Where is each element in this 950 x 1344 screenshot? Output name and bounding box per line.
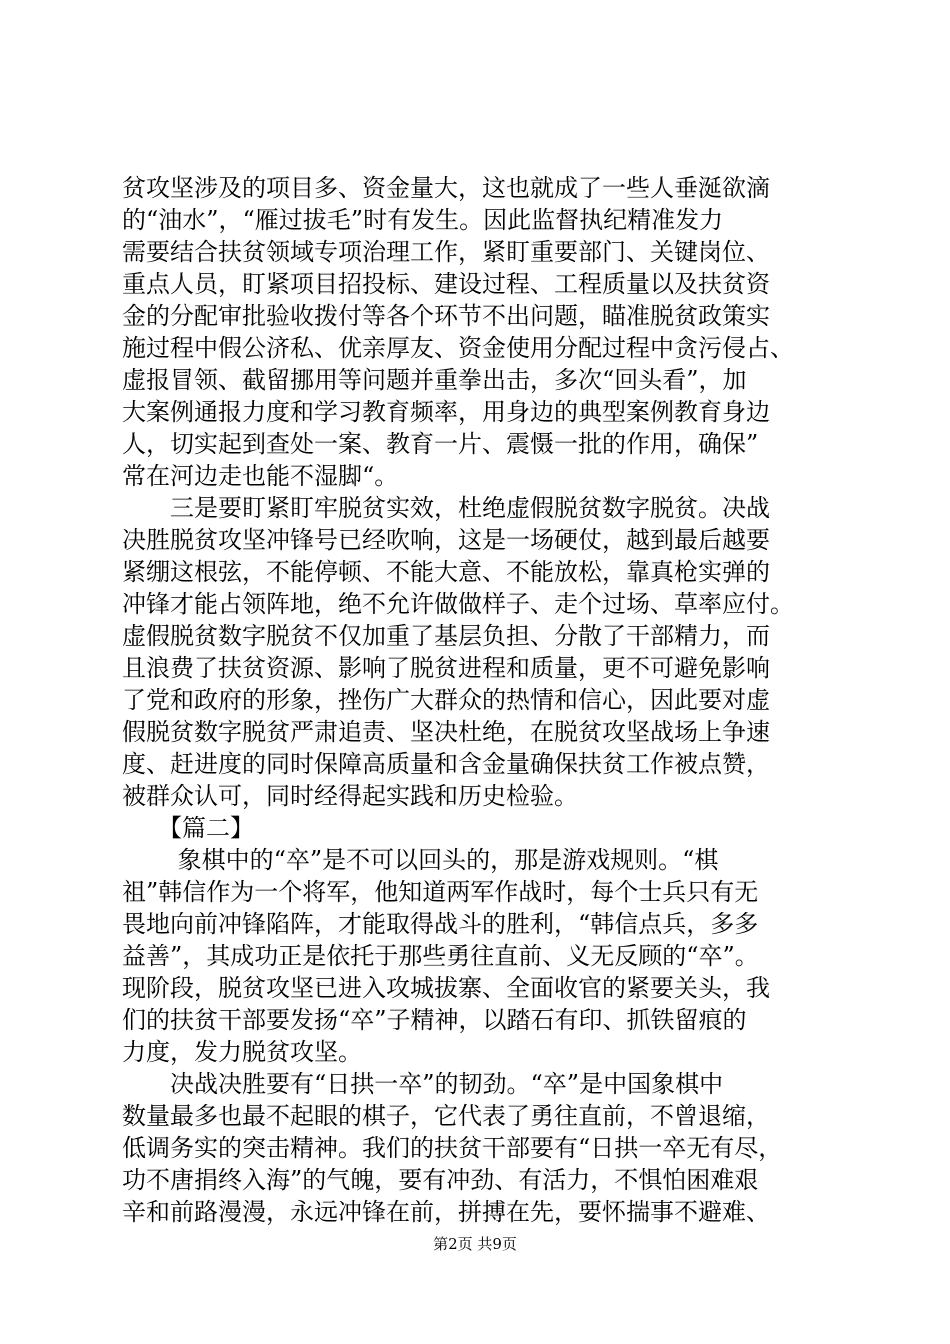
text-line: 常在河边走也能不湿脚“。 <box>122 462 399 490</box>
text-line: 们的扶贫干部要发扬“卒”子精神，以踏石有印、抓铁留痕的 <box>122 1006 747 1034</box>
text-line: 度、赶进度的同时保障高质量和含金量确保扶贫工作被点赞， <box>122 750 770 778</box>
text-line: 数量最多也最不起眼的棋子，它代表了勇往直前，不曾退缩， <box>122 1102 770 1130</box>
text-line: 畏地向前冲锋陷阵，才能取得战斗的胜利，“韩信点兵，多多 <box>122 910 759 938</box>
text-line: 【篇二】 <box>122 814 254 842</box>
text-line: 祖”韩信作为一个将军，他知道两军作战时，每个士兵只有无 <box>122 878 759 906</box>
text-line: 大案例通报力度和学习教育频率，用身边的典型案例教育身边 <box>122 398 770 426</box>
text-line: 了党和政府的形象，挫伤广大群众的热情和信心，因此要对虚 <box>122 686 770 714</box>
text-line: 象棋中的“卒”是不可以回头的，那是游戏规则。“棋 <box>122 846 719 874</box>
text-line: 假脱贫数字脱贫严肃追责、坚决杜绝，在脱贫攻坚战场上争速 <box>122 718 770 746</box>
text-line: 被群众认可，同时经得起实践和历史检验。 <box>122 782 578 810</box>
text-line: 人，切实起到查处一案、教育一片、震慑一批的作用，确保” <box>122 430 759 458</box>
text-line: 施过程中假公济私、优亲厚友、资金使用分配过程中贪污侵占、 <box>122 334 794 362</box>
text-line: 决战决胜要有“日拱一卒”的韧劲。“卒”是中国象棋中 <box>122 1070 724 1098</box>
text-line: 决胜脱贫攻坚冲锋号已经吹响，这是一场硬仗，越到最后越要 <box>122 526 770 554</box>
text-line: 冲锋才能占领阵地，绝不允许做做样子、走个过场、草率应付。 <box>122 590 794 618</box>
text-line: 虚假脱贫数字脱贫不仅加重了基层负担、分散了干部精力，而 <box>122 622 770 650</box>
text-line: 益善”，其成功正是依托于那些勇往直前、义无反顾的“卒”。 <box>122 942 759 970</box>
page-footer: 第2页 共9页 <box>433 1235 517 1253</box>
text-line: 贫攻坚涉及的项目多、资金量大，这也就成了一些人垂涎欲滴 <box>122 174 770 202</box>
text-line: 紧绷这根弦，不能停顿、不能大意、不能放松，靠真枪实弹的 <box>122 558 770 586</box>
text-line: 金的分配审批验收拨付等各个环节不出问题，瞄准脱贫政策实 <box>122 302 770 330</box>
text-line: 且浪费了扶贫资源、影响了脱贫进程和质量，更不可避免影响 <box>122 654 770 682</box>
text-line: 虚报冒领、截留挪用等问题并重拳出击，多次“回头看”，加 <box>122 366 747 394</box>
text-line: 现阶段，脱贫攻坚已进入攻城拔寨、全面收官的紧要关头，我 <box>122 974 770 1002</box>
text-line: 低调务实的突击精神。我们的扶贫干部要有“日拱一卒无有尽， <box>122 1134 783 1162</box>
text-line: 辛和前路漫漫，永远冲锋在前，拼搏在先，要怀揣事不避难、 <box>122 1198 770 1226</box>
text-line: 力度，发力脱贫攻坚。 <box>122 1038 362 1066</box>
text-line: 功不唐捐终入海”的气魄，要有冲劲、有活力，不惧怕困难艰 <box>122 1166 759 1194</box>
text-line: 重点人员，盯紧项目招投标、建设过程、工程质量以及扶贫资 <box>122 270 770 298</box>
text-line: 需要结合扶贫领域专项治理工作，紧盯重要部门、关键岗位、 <box>122 238 770 266</box>
text-line: 的“油水”，“雁过拔毛”时有发生。因此监督执纪精准发力 <box>122 206 724 234</box>
document-body <box>122 172 834 1228</box>
text-line: 三是要盯紧盯牢脱贫实效，杜绝虚假脱贫数字脱贫。决战 <box>122 494 770 522</box>
